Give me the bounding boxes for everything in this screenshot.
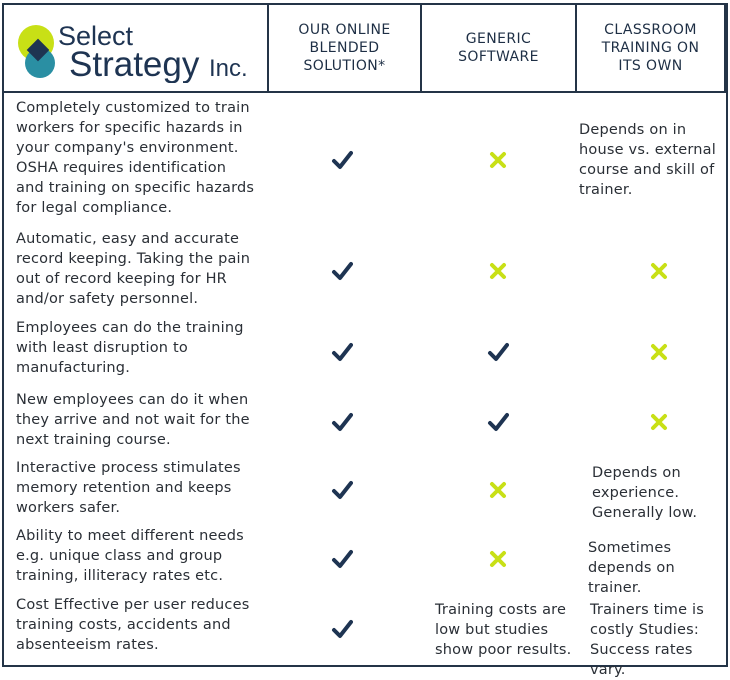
check-icon	[331, 260, 353, 282]
select-strategy-logo	[14, 17, 264, 83]
row-description: Automatic, easy and accurate record keeping. Taking the pain out of record keeping for HR and/or safety personnel.	[16, 231, 251, 307]
cell-note: Depends on experience. Generally low.	[592, 465, 698, 521]
check-icon	[487, 411, 509, 433]
check-icon	[331, 341, 353, 363]
logo-line1: Select	[58, 21, 134, 51]
header-col-generic	[422, 5, 577, 91]
cell-note: Training costs are low but studies show poor results.	[435, 602, 572, 658]
cross-icon	[487, 548, 509, 570]
cross-icon	[648, 260, 670, 282]
row-description: Ability to meet different needs e.g. unique class and group training, illiteracy rates etc.	[16, 528, 244, 584]
check-icon	[487, 341, 509, 363]
cross-icon	[487, 260, 509, 282]
check-icon	[331, 411, 353, 433]
logo-suffix: Inc.	[209, 55, 248, 82]
comparison-table	[2, 3, 728, 678]
cell-note: Sometimes depends on trainer.	[588, 540, 675, 596]
header-col-online	[269, 5, 422, 91]
row-description: Completely customized to train workers for specific hazards in your company's environment. OSHA requires identification and training on specific hazards for legal compliance.	[16, 100, 255, 216]
cell-note: Depends on in house vs. external course and skill of trainer.	[579, 122, 716, 198]
check-icon	[331, 618, 353, 640]
row-description: Employees can do the training with least disruption to manufacturing.	[16, 320, 244, 376]
logo-line2: Strategy	[69, 45, 200, 83]
check-icon	[331, 548, 353, 570]
cell-note: Trainers time is costly Studies: Success rates vary.	[590, 602, 704, 678]
cross-icon	[487, 149, 509, 171]
cross-icon	[648, 411, 670, 433]
cross-icon	[487, 479, 509, 501]
check-icon	[331, 149, 353, 171]
header-label: OUR ONLINE BLENDED SOLUTION*	[298, 22, 391, 74]
header-label: GENERIC SOFTWARE	[458, 31, 539, 65]
check-icon	[331, 479, 353, 501]
header-col-classroom	[577, 5, 726, 91]
cross-icon	[648, 341, 670, 363]
header-divider	[4, 91, 726, 93]
header-label: CLASSROOM TRAINING ON ITS OWN	[601, 22, 700, 74]
row-description: New employees can do it when they arrive and not wait for the next training course.	[16, 392, 250, 448]
row-description: Cost Effective per user reduces training costs, accidents and absenteeism rates.	[16, 597, 250, 653]
logo-cell	[4, 5, 269, 91]
row-description: Interactive process stimulates memory retention and keeps workers safer.	[16, 460, 241, 516]
